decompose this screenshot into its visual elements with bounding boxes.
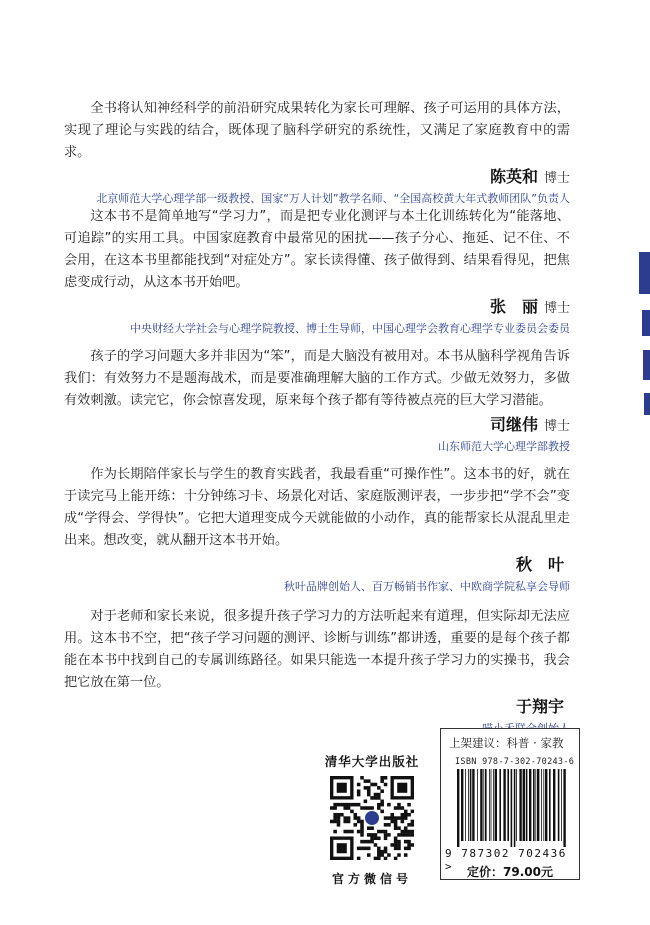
wechat-qr-code[interactable]: [330, 776, 414, 860]
endorsement-5: [64, 606, 570, 738]
endorser-signature: [64, 696, 570, 720]
endorser-name: 张 丽: [489, 297, 538, 316]
endorsement-text: 孩子的学习问题大多并非因为“笨”，而是大脑没有被用对。本书从脑科学视角告诉我们：有效努力不是题海战术，而是要准确理解大脑的工作方式。少做无效努力，多做有效刺激。读完它，你会惊喜发现，原来每个孩子都有等待被点亮的巨大学习潜能。: [64, 349, 570, 408]
endorsement-text: 这本书不是简单地写“学习力”，而是把专业化测评与本土化训练转化为“能落地、可追踪”的实用工具。中国家庭教育中最常见的困扰——孩子分心、拖延、记不住、不会用，在这本书里都能找到“对症处方”。家长读得懂、孩子做得到、结果看得见，把焦虑变成行动，从这本书开始吧。: [64, 209, 570, 290]
publisher-name: 清华大学出版社: [324, 754, 420, 769]
endorser-signature: [64, 554, 570, 578]
endorser-title: 博士: [543, 419, 570, 434]
spine-edge-mark: [644, 393, 650, 415]
spine-edge-mark: [643, 350, 650, 380]
endorsement-text: 全书将认知神经科学的前沿研究成果转化为家长可理解、孩子可运用的具体方法，实现了理论与实践的结合，既体现了脑科学研究的系统性，又满足了家庭教育中的需求。: [64, 101, 570, 160]
endorser-title: 博士: [543, 301, 570, 316]
endorser-affiliation: 中央财经大学社会与心理学院教授、博士生导师，中国心理学会教育心理学专业委员会委员: [130, 322, 570, 335]
endorser-signature: [64, 166, 570, 190]
endorser-name: 于翔宇: [515, 697, 564, 716]
price: 定价：79.00元: [467, 865, 553, 879]
barcode-number: 9 787302 702436 >: [445, 847, 567, 873]
endorser-name: 秋 叶: [515, 555, 564, 574]
endorsement-text: 对于老师和家长来说，很多提升孩子学习力的方法听起来有道理，但实际却无法应用。这本书不空，把“孩子学习问题的测评、诊断与训练”都讲透，重要的是每个孩子都能在本书中找到自己的专属训练路径。如果只能选一本提升孩子学习力的实操书，我会把它放在第一位。: [64, 609, 570, 690]
spine-edge-mark: [639, 252, 650, 294]
spine-edge-mark: [642, 310, 650, 336]
endorsement-2: [64, 206, 570, 338]
barcode-panel: [440, 728, 580, 880]
endorser-affiliation: 北京师范大学心理学部一级教授、国家“万人计划”教学名师、“全国高校黄大年式教师团队”负责人: [96, 192, 570, 205]
endorser-name: 司继伟: [489, 415, 538, 434]
endorsement-text: 作为长期陪伴家长与学生的教育实践者，我最看重“可操作性”。这本书的好，就在于读完马上能开练：十分钟练习卡、场景化对话、家庭版测评表，一步步把“学不会”变成“学得会、学得快”。它把大道理变成今天就能做的小动作，真的能帮家长从混乱里走出来。想改变，就从翻开这本书开始。: [64, 467, 570, 548]
endorser-affiliation: 秋叶品牌创始人、百万畅销书作家、中欧商学院私享会导师: [284, 580, 570, 593]
endorser-title: 博士: [543, 171, 570, 186]
shelf-suggestion: 上架建议：科普 · 家教: [449, 736, 564, 750]
endorsement-1: [64, 98, 570, 208]
endorsement-4: [64, 464, 570, 596]
endorser-name: 陈英和: [489, 167, 538, 186]
endorser-signature: [64, 296, 570, 320]
endorsement-3: [64, 346, 570, 456]
endorser-affiliation: 山东师范大学心理学部教授: [438, 440, 570, 453]
endorser-signature: [64, 414, 570, 438]
isbn-text: ISBN 978-7-302-70243-6: [455, 757, 575, 767]
isbn-barcode: [455, 769, 569, 847]
qr-label: 官方微信号: [331, 872, 412, 886]
